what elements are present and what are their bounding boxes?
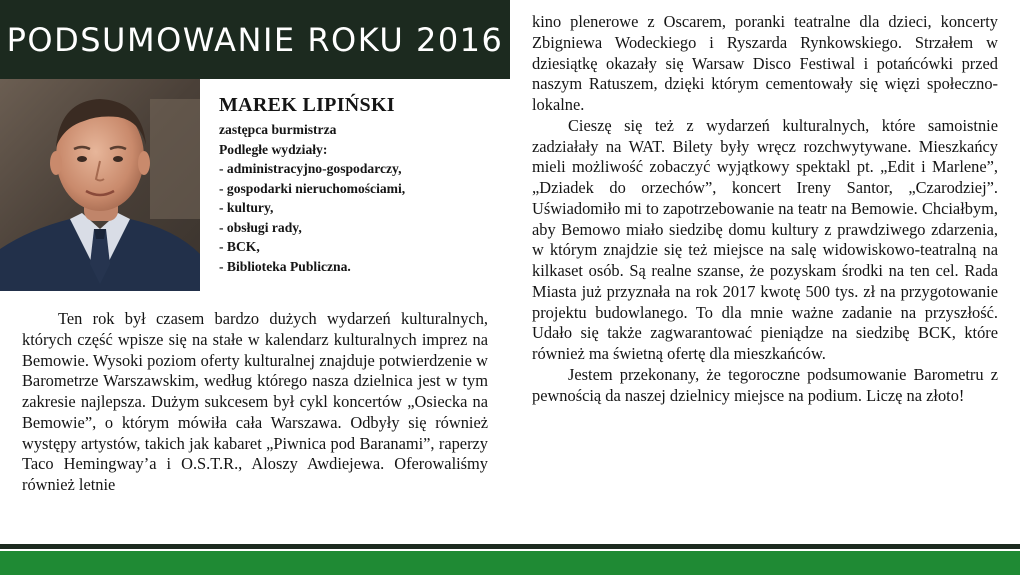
author-role: zastępca burmistrza	[219, 122, 337, 137]
article-paragraph: Jestem przekonany, że tegoroczne podsumowanie Barometru z pewnością da naszej dzielnicy miejsce na podium. Liczę na złoto!	[532, 364, 998, 405]
header-band	[0, 0, 510, 79]
department-item: - administracyjno-gospodarczy,	[219, 161, 402, 176]
author-portrait	[0, 79, 200, 291]
article-paragraph: Cieszę się też z wydarzeń kulturalnych, które samoistnie zadziałały na WAT. Bilety były wręcz rozchwytywane. Mieszkańcy mieli możliwość zobaczyć wyjątkowy spektakl pt. „Edit i Marlene”, „Dziadek do orzechów”, koncert Ireny Santor, „Czarodziej”. Uświadomiło mi to zapotrzebowanie na teatr na Bemowie. Chciałbym, aby Bemowo miało siedzibę domu kultury z prawdziwego zdarzenia, w którym znajdzie się też miejsce na salę widowiskowo-teatralną na kilkaset osób. Są realne szanse, że pozyskam środki na ten cel. Rada Miasta już przyznała na rok 2017 kwotę 500 tys. zł na przygotowanie projektu budowlanego. To dla mnie ważne zadanie na przyszłość. Udało się także zagwarantować pieniądze na siedzibę BCK, które również ma świetną ofertę dla mieszkańców.	[532, 115, 998, 363]
departments-heading: Podległe wydziały:	[219, 141, 328, 157]
department-item: - obsługi rady,	[219, 219, 302, 235]
department-item: - gospodarki nieruchomościami,	[219, 180, 406, 196]
author-meta	[219, 120, 509, 276]
department-item: - kultury,	[219, 200, 274, 215]
footer-stripe-green	[0, 551, 1020, 575]
article-paragraph-continuation: kino plenerowe z Oscarem, poranki teatralne dla dzieci, koncerty Zbigniewa Wodeckiego i Ryszarda Rynkowskiego. Strzałem w dziesiątkę okazały się Warsaw Disco Festiwal i potańcówki przed naszym Ratuszem, dzięki którym cementowały się więzi społeczno-lokalne.	[532, 12, 998, 114]
article-paragraph: Ten rok był czasem bardzo dużych wydarzeń kulturalnych, których część wpisze się na stałe w kalendarz kulturalnych imprez na Bemowie. Wysoki poziom oferty kulturalnej znajduje potwierdzenie w Barometrze Warszawskim, według którego nasza dzielnica jest w tym zakresie najlepsza. Dużym sukcesem był cykl koncertów „Osiecka na Bemowie”, o którym mówiła cała Warszawa. Odbyły się również występy artystów, takich jak kabaret „Piwnica pod Baranami”, raperzy Taco Hemingway’a i O.S.T.R., Aloszy Awdiejewa. Oferowaliśmy również letnie	[22, 309, 488, 494]
department-item: - BCK,	[219, 239, 260, 254]
page-title: PODSUMOWANIE ROKU 2016	[6, 20, 504, 59]
department-item: - Biblioteka Publiczna.	[219, 258, 351, 274]
article-column-right	[532, 12, 998, 406]
article-column-left	[22, 309, 488, 496]
portrait-photo-icon	[0, 79, 200, 291]
author-info	[219, 94, 509, 276]
author-name: MAREK LIPIŃSKI	[219, 94, 395, 116]
